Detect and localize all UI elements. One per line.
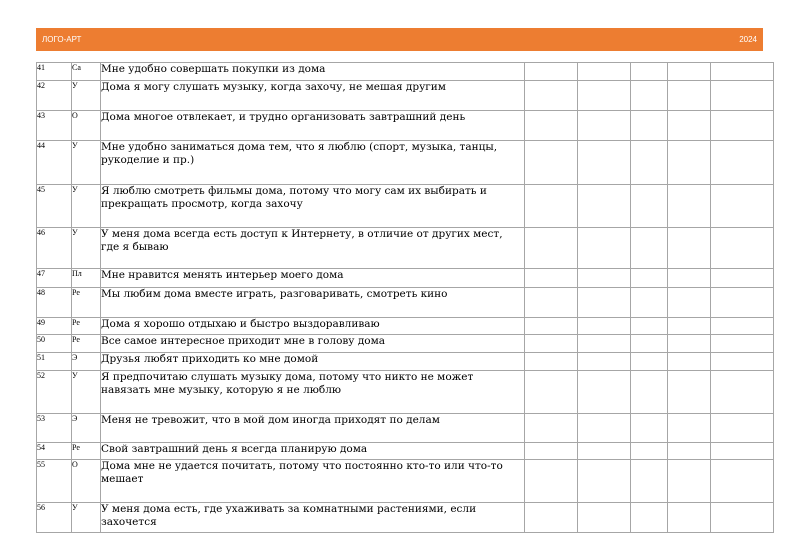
answer-cell[interactable]	[525, 443, 578, 460]
answer-cell[interactable]	[525, 318, 578, 335]
answer-cell[interactable]	[668, 288, 711, 318]
item-code: Ре	[72, 288, 101, 318]
answer-cell[interactable]	[578, 141, 631, 185]
item-code: Ре	[72, 318, 101, 335]
table-row	[37, 288, 774, 318]
item-statement: Я предпочитаю слушать музыку дома, потому что никто не может навязать мне музыку, которую я не люблю	[101, 371, 525, 414]
answer-cell[interactable]	[668, 443, 711, 460]
answer-cell[interactable]	[631, 185, 668, 228]
answer-cell[interactable]	[578, 288, 631, 318]
answer-cell[interactable]	[525, 353, 578, 371]
answer-cell[interactable]	[525, 81, 578, 111]
item-statement: Дома я могу слушать музыку, когда захочу, не мешая другим	[101, 81, 525, 111]
answer-cell[interactable]	[668, 318, 711, 335]
answer-cell[interactable]	[631, 141, 668, 185]
answer-cell[interactable]	[668, 503, 711, 533]
answer-cell[interactable]	[578, 353, 631, 371]
answer-cell[interactable]	[631, 443, 668, 460]
table-row	[37, 111, 774, 141]
item-code: О	[72, 460, 101, 503]
answer-cell[interactable]	[711, 443, 774, 460]
table-row	[37, 353, 774, 371]
answer-cell[interactable]	[711, 353, 774, 371]
table-row	[37, 63, 774, 81]
survey-table	[36, 62, 774, 533]
item-code: Са	[72, 63, 101, 81]
answer-cell[interactable]	[711, 414, 774, 443]
item-code: Ре	[72, 335, 101, 353]
item-number: 53	[37, 414, 72, 443]
item-number: 45	[37, 185, 72, 228]
item-statement: Все самое интересное приходит мне в голову дома	[101, 335, 525, 353]
organization-name: ЛОГО-АРТ	[42, 35, 82, 44]
answer-cell[interactable]	[711, 288, 774, 318]
answer-cell[interactable]	[631, 371, 668, 414]
item-statement: Дома я хорошо отдыхаю и быстро выздоравливаю	[101, 318, 525, 335]
item-number: 48	[37, 288, 72, 318]
answer-cell[interactable]	[578, 63, 631, 81]
answer-cell[interactable]	[668, 460, 711, 503]
table-row	[37, 460, 774, 503]
answer-cell[interactable]	[525, 503, 578, 533]
answer-cell[interactable]	[578, 81, 631, 111]
item-code: Ре	[72, 443, 101, 460]
item-code: О	[72, 111, 101, 141]
answer-cell[interactable]	[711, 63, 774, 81]
answer-cell[interactable]	[631, 318, 668, 335]
answer-cell[interactable]	[578, 460, 631, 503]
answer-cell[interactable]	[525, 185, 578, 228]
answer-cell[interactable]	[578, 503, 631, 533]
answer-cell[interactable]	[668, 228, 711, 269]
item-statement: Мы любим дома вместе играть, разговаривать, смотреть кино	[101, 288, 525, 318]
answer-cell[interactable]	[668, 111, 711, 141]
answer-cell[interactable]	[711, 141, 774, 185]
answer-cell[interactable]	[711, 81, 774, 111]
answer-cell[interactable]	[525, 414, 578, 443]
item-code: У	[72, 185, 101, 228]
item-statement: Я люблю смотреть фильмы дома, потому что могу сам их выбирать и прекращать просмотр, когда захочу	[101, 185, 525, 228]
item-number: 47	[37, 269, 72, 288]
table-row	[37, 81, 774, 111]
answer-cell[interactable]	[631, 335, 668, 353]
item-statement: У меня дома всегда есть доступ к Интернету, в отличие от других мест, где я бываю	[101, 228, 525, 269]
answer-cell[interactable]	[631, 288, 668, 318]
item-code: У	[72, 371, 101, 414]
answer-cell[interactable]	[711, 371, 774, 414]
item-code: У	[72, 503, 101, 533]
item-code: У	[72, 228, 101, 269]
answer-cell[interactable]	[578, 335, 631, 353]
answer-cell[interactable]	[525, 288, 578, 318]
item-code: Э	[72, 353, 101, 371]
answer-cell[interactable]	[631, 63, 668, 81]
answer-cell[interactable]	[525, 63, 578, 81]
answer-cell[interactable]	[631, 353, 668, 371]
answer-cell[interactable]	[578, 443, 631, 460]
answer-cell[interactable]	[668, 141, 711, 185]
answer-cell[interactable]	[525, 335, 578, 353]
answer-cell[interactable]	[631, 460, 668, 503]
answer-cell[interactable]	[578, 318, 631, 335]
answer-cell[interactable]	[578, 228, 631, 269]
item-number: 49	[37, 318, 72, 335]
answer-cell[interactable]	[631, 503, 668, 533]
item-code: У	[72, 141, 101, 185]
answer-cell[interactable]	[711, 503, 774, 533]
item-statement: Мне удобно заниматься дома тем, что я люблю (спорт, музыка, танцы, рукоделие и пр.)	[101, 141, 525, 185]
table-row	[37, 414, 774, 443]
answer-cell[interactable]	[578, 111, 631, 141]
answer-cell[interactable]	[668, 414, 711, 443]
item-statement: Свой завтрашний день я всегда планирую дома	[101, 443, 525, 460]
answer-cell[interactable]	[631, 414, 668, 443]
answer-cell[interactable]	[525, 228, 578, 269]
header-year: 2024	[739, 35, 757, 44]
answer-cell[interactable]	[525, 269, 578, 288]
answer-cell[interactable]	[525, 460, 578, 503]
answer-cell[interactable]	[711, 335, 774, 353]
table-row	[37, 318, 774, 335]
item-code: Э	[72, 414, 101, 443]
item-number: 46	[37, 228, 72, 269]
item-statement: Дома мне не удается почитать, потому что постоянно кто-то или что-то мешает	[101, 460, 525, 503]
answer-cell[interactable]	[668, 63, 711, 81]
table-row	[37, 269, 774, 288]
item-statement: Дома многое отвлекает, и трудно организовать завтрашний день	[101, 111, 525, 141]
answer-cell[interactable]	[711, 228, 774, 269]
item-code: Пл	[72, 269, 101, 288]
answer-cell[interactable]	[631, 269, 668, 288]
item-statement: Друзья любят приходить ко мне домой	[101, 353, 525, 371]
table-row	[37, 503, 774, 533]
item-number: 43	[37, 111, 72, 141]
answer-cell[interactable]	[578, 371, 631, 414]
item-number: 52	[37, 371, 72, 414]
table-row	[37, 141, 774, 185]
item-statement: Меня не тревожит, что в мой дом иногда приходят по делам	[101, 414, 525, 443]
answer-cell[interactable]	[668, 81, 711, 111]
item-number: 56	[37, 503, 72, 533]
item-number: 50	[37, 335, 72, 353]
answer-cell[interactable]	[668, 371, 711, 414]
item-number: 42	[37, 81, 72, 111]
answer-cell[interactable]	[711, 269, 774, 288]
answer-cell[interactable]	[668, 353, 711, 371]
answer-cell[interactable]	[578, 269, 631, 288]
item-number: 51	[37, 353, 72, 371]
table-row	[37, 185, 774, 228]
item-number: 44	[37, 141, 72, 185]
item-statement: Мне удобно совершать покупки из дома	[101, 63, 525, 81]
answer-cell[interactable]	[711, 460, 774, 503]
answer-cell[interactable]	[668, 269, 711, 288]
answer-cell[interactable]	[668, 335, 711, 353]
answer-cell[interactable]	[711, 111, 774, 141]
answer-cell[interactable]	[525, 371, 578, 414]
table-row	[37, 335, 774, 353]
page-header-bar	[36, 28, 763, 51]
answer-cell[interactable]	[631, 111, 668, 141]
answer-cell[interactable]	[711, 185, 774, 228]
item-number: 55	[37, 460, 72, 503]
item-statement: У меня дома есть, где ухаживать за комнатными растениями, если захочется	[101, 503, 525, 533]
answer-cell[interactable]	[525, 141, 578, 185]
answer-cell[interactable]	[668, 185, 711, 228]
table-row	[37, 371, 774, 414]
answer-cell[interactable]	[711, 318, 774, 335]
item-number: 54	[37, 443, 72, 460]
answer-cell[interactable]	[631, 81, 668, 111]
item-number: 41	[37, 63, 72, 81]
answer-cell[interactable]	[578, 185, 631, 228]
table-row	[37, 228, 774, 269]
answer-cell[interactable]	[525, 111, 578, 141]
answer-cell[interactable]	[631, 228, 668, 269]
answer-cell[interactable]	[578, 414, 631, 443]
item-code: У	[72, 81, 101, 111]
table-row	[37, 443, 774, 460]
item-statement: Мне нравится менять интерьер моего дома	[101, 269, 525, 288]
